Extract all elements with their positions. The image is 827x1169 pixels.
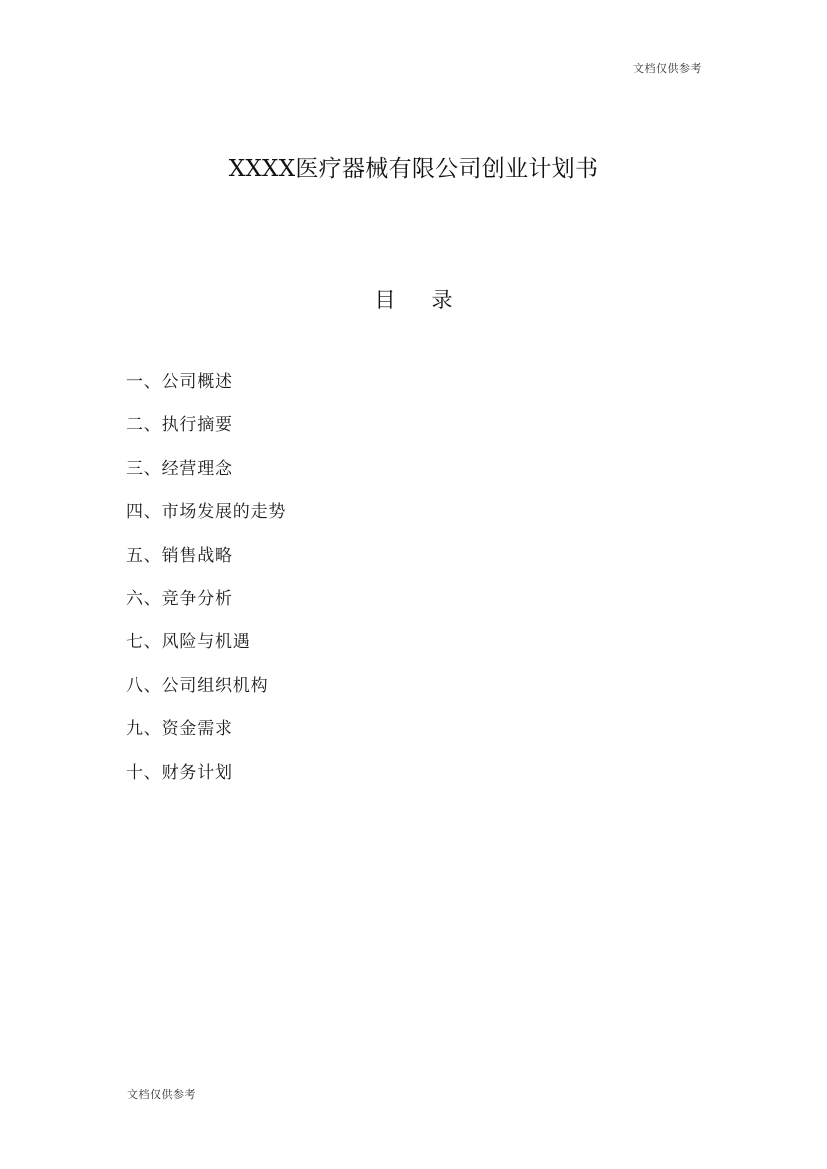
toc-item: 四、市场发展的走势 <box>126 502 287 523</box>
document-title: XXXX医疗器械有限公司创业计划书 <box>228 156 599 182</box>
toc-item: 二、执行摘要 <box>126 415 233 436</box>
toc-item: 九、资金需求 <box>126 719 233 740</box>
toc-list <box>126 368 286 802</box>
footer-note: 文档仅供参考 <box>127 1088 196 1101</box>
toc-heading <box>0 284 827 314</box>
toc-item: 六、竞争分析 <box>126 588 233 609</box>
toc-heading-right: 录 <box>431 288 453 312</box>
toc-item: 五、销售战略 <box>126 545 233 566</box>
toc-item: 三、经营理念 <box>126 458 233 479</box>
toc-item: 一、公司概述 <box>126 372 233 392</box>
header-note: 文档仅供参考 <box>633 62 702 75</box>
toc-item: 十、财务计划 <box>126 762 233 783</box>
toc-item: 八、公司组织机构 <box>126 675 269 696</box>
toc-heading-left: 目 <box>374 288 396 312</box>
toc-item: 七、风险与机遇 <box>126 632 251 653</box>
